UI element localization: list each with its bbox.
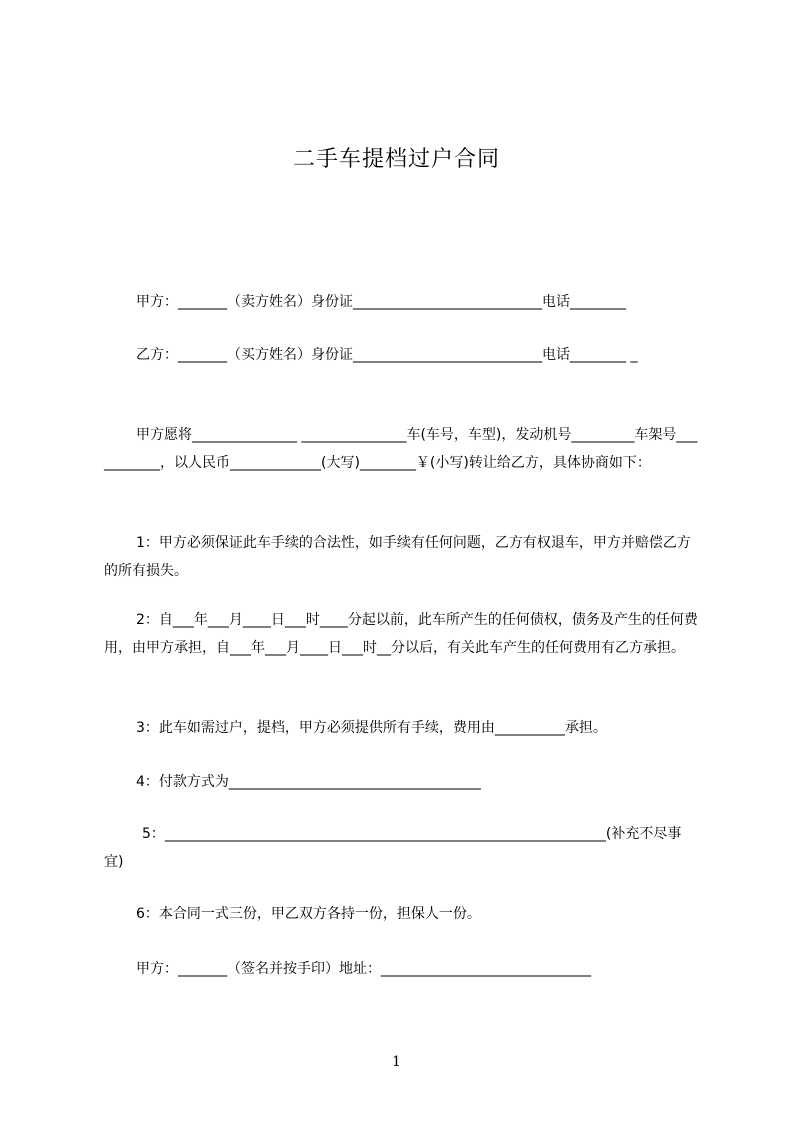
transfer-clause: 甲方愿将_______________ _______________车(车号，车型)，发动机号_________车架号___________，以人民币_____________(大写)________￥(小写)转让给乙方，具体协商如下： xyxy=(104,427,698,471)
clause-2: 2：自___年___月____日___时____分起以前，此车所产生的任何债权，债务及产生的任何费用，由甲方承担，自___年___月____日___时__分以后，有关此车产生的任何费用有乙方承担。 xyxy=(104,612,698,656)
clause-4: 4：付款方式为____________________________________ xyxy=(136,774,481,790)
clause-1: 1：甲方必须保证此车手续的合法性，如手续有任何问题，乙方有权退车，甲方并赔偿乙方的所有损失。 xyxy=(104,535,691,579)
clause-3: 3：此车如需过户，提档，甲方必须提供所有手续，费用由__________承担。 xyxy=(136,720,607,736)
party-b-info: 乙方：_______（买方姓名）身份证___________________________电话________ _ xyxy=(136,347,638,363)
signature-line: 甲方：_______（签名并按手印）地址：______________________________ xyxy=(136,961,591,977)
clause-6: 6：本合同一式三份，甲乙双方各持一份，担保人一份。 xyxy=(136,906,481,922)
clause-5: 5：_______________________________________________________________(补充不尽事宜) xyxy=(104,826,682,870)
page-number: 1 xyxy=(392,1054,401,1070)
party-a-info: 甲方：_______（卖方姓名）身份证___________________________电话________ xyxy=(136,294,626,310)
document-title: 二手车提档过户合同 xyxy=(292,147,500,172)
